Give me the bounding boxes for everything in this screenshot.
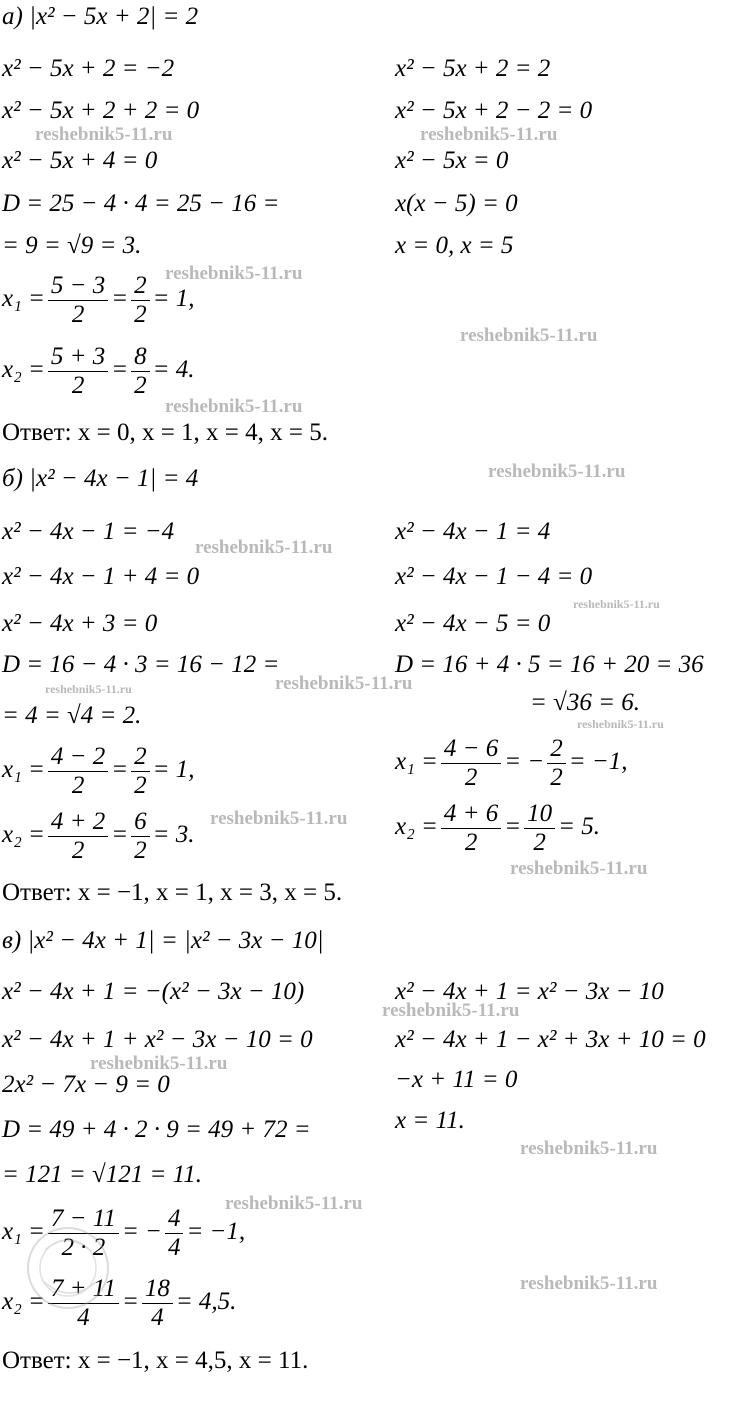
x1-label: x₁ = (395, 748, 438, 776)
part-a-left-line-1: x² − 5x + 2 = −2 (2, 55, 175, 82)
numerator: 4 − 6 (441, 735, 501, 764)
x1-label: x₁ = (2, 285, 45, 313)
numerator: 7 − 11 (48, 1205, 119, 1234)
part-b-x2 (2, 808, 195, 865)
numerator: 2 (131, 272, 150, 301)
equals: = (121, 1288, 139, 1316)
equals: = (111, 821, 129, 849)
part-b-x1 (2, 743, 195, 800)
part-a-answer: Ответ: x = 0, x = 1, x = 4, x = 5. (2, 419, 329, 446)
part-b-title: б) |x² − 4x − 1| = 4 (2, 465, 199, 492)
denominator: 2 (134, 301, 147, 328)
numerator: 4 (165, 1205, 184, 1234)
part-b-right-line-2: x² − 4x − 1 − 4 = 0 (395, 563, 593, 590)
denominator: 2 (464, 829, 478, 856)
stamp-mark (20, 1210, 120, 1320)
fraction (131, 272, 150, 329)
watermark: reshebnik5-11.ru (35, 124, 173, 145)
result: = 1, (152, 756, 195, 784)
part-b-answer: Ответ: x = −1, x = 1, x = 3, x = 5. (2, 879, 343, 906)
part-b-right-line-3: x² − 4x − 5 = 0 (395, 610, 551, 637)
denominator: 2 (71, 772, 85, 799)
numerator: 2 (131, 743, 150, 772)
watermark: reshebnik5-11.ru (520, 1138, 658, 1159)
numerator: 5 + 3 (48, 343, 108, 372)
denominator: 4 (77, 1304, 90, 1331)
part-a-right-line-5: x = 0, x = 5 (395, 232, 514, 259)
part-a-left-line-3: x² − 5x + 4 = 0 (2, 147, 158, 174)
part-c-right-line-3: −x + 11 = 0 (395, 1066, 518, 1093)
part-b-right-x2 (395, 800, 600, 857)
watermark: reshebnik5-11.ru (420, 124, 558, 145)
part-a-right-line-2: x² − 5x + 2 − 2 = 0 (395, 97, 593, 124)
watermark: reshebnik5-11.ru (510, 858, 648, 879)
part-b-discriminant-root: = 4 = √4 = 2. (2, 702, 142, 729)
numerator: 10 (524, 800, 555, 829)
equals: = − (121, 1218, 162, 1246)
x2-label: x₂ = (2, 1288, 45, 1316)
watermark: reshebnik5-11.ru (382, 1000, 520, 1021)
part-b-discriminant: D = 16 − 4 · 3 = 16 − 12 = (2, 651, 280, 678)
fraction (48, 743, 108, 800)
watermark: reshebnik5-11.ru (225, 1193, 363, 1214)
fraction (441, 735, 501, 792)
part-a-right-line-3: x² − 5x = 0 (395, 147, 509, 174)
x2-label: x₂ = (395, 813, 438, 841)
denominator: 2 (464, 764, 478, 791)
fraction (48, 343, 108, 400)
x1-label: x₁ = (2, 1218, 45, 1246)
part-c-title: в) |x² − 4x + 1| = |x² − 3x − 10| (2, 927, 324, 954)
watermark: reshebnik5-11.ru (165, 396, 303, 417)
fraction (547, 735, 566, 792)
watermark: reshebnik5-11.ru (520, 1273, 658, 1294)
equals: = − (504, 748, 545, 776)
denominator: 2 (71, 837, 85, 864)
watermark: reshebnik5-11.ru (210, 808, 348, 829)
part-c-answer: Ответ: x = −1, x = 4,5, x = 11. (2, 1347, 309, 1374)
numerator: 6 (131, 808, 150, 837)
fraction (48, 808, 108, 865)
part-b-left-line-2: x² − 4x − 1 + 4 = 0 (2, 563, 200, 590)
watermark: reshebnik5-11.ru (488, 461, 626, 482)
watermark: reshebnik5-11.ru (195, 537, 333, 558)
watermark: reshebnik5-11.ru (577, 717, 664, 731)
equals: = (111, 356, 129, 384)
part-b-left-line-1: x² − 4x − 1 = −4 (2, 518, 175, 545)
watermark: reshebnik5-11.ru (460, 325, 598, 346)
part-b-left-line-3: x² − 4x + 3 = 0 (2, 610, 158, 637)
denominator: 2 (71, 372, 85, 399)
denominator: 2 (550, 764, 563, 791)
part-a-left-line-2: x² − 5x + 2 + 2 = 0 (2, 97, 200, 124)
numerator: 18 (142, 1275, 173, 1304)
part-b-right-discriminant: D = 16 + 4 · 5 = 16 + 20 = 36 (395, 651, 704, 678)
numerator: 8 (131, 343, 150, 372)
numerator: 4 − 2 (48, 743, 108, 772)
part-a-discriminant-root: = 9 = √9 = 3. (2, 232, 142, 259)
part-c-discriminant-root: = 121 = √121 = 11. (2, 1161, 202, 1188)
fraction (142, 1275, 173, 1332)
denominator: 4 (151, 1304, 164, 1331)
numerator: 4 + 6 (441, 800, 501, 829)
result: = 3. (152, 821, 195, 849)
part-a-right-line-1: x² − 5x + 2 = 2 (395, 55, 551, 82)
part-a-discriminant: D = 25 − 4 · 4 = 25 − 16 = (2, 190, 280, 217)
result: = 4,5. (175, 1288, 237, 1316)
fraction (131, 808, 150, 865)
watermark: reshebnik5-11.ru (573, 597, 660, 611)
result: = −1, (568, 748, 628, 776)
numerator: 2 (547, 735, 566, 764)
denominator: 2 (71, 301, 85, 328)
fraction (131, 343, 150, 400)
part-b-right-discriminant-root: = √36 = 6. (530, 689, 640, 716)
equals: = (111, 756, 129, 784)
equals: = (111, 285, 129, 313)
numerator: 5 − 3 (48, 272, 108, 301)
part-c-right-line-4: x = 11. (395, 1107, 465, 1134)
fraction (131, 743, 150, 800)
denominator: 2 · 2 (61, 1234, 106, 1261)
watermark: reshebnik5-11.ru (45, 682, 132, 696)
denominator: 4 (167, 1234, 181, 1261)
part-c-right-line-1: x² − 4x + 1 = x² − 3x − 10 (395, 978, 664, 1005)
result: = 5. (558, 813, 601, 841)
fraction (165, 1205, 184, 1262)
denominator: 2 (134, 372, 147, 399)
part-c-left-line-1: x² − 4x + 1 = −(x² − 3x − 10) (2, 978, 305, 1005)
part-c-right-line-2: x² − 4x + 1 − x² + 3x + 10 = 0 (395, 1026, 706, 1053)
part-c-discriminant: D = 49 + 4 · 2 · 9 = 49 + 72 = (2, 1116, 311, 1143)
fraction (48, 272, 108, 329)
result: = 4. (152, 356, 195, 384)
equals: = (504, 813, 522, 841)
watermark: reshebnik5-11.ru (90, 1053, 228, 1074)
part-c-left-line-2: x² − 4x + 1 + x² − 3x − 10 = 0 (2, 1026, 313, 1053)
result: = 1, (152, 285, 195, 313)
part-a-title: а) |x² − 5x + 2| = 2 (2, 3, 199, 30)
result: = −1, (186, 1218, 246, 1246)
watermark: reshebnik5-11.ru (165, 263, 303, 284)
x2-label: x₂ = (2, 356, 45, 384)
part-a-right-line-4: x(x − 5) = 0 (395, 190, 518, 217)
watermark: reshebnik5-11.ru (275, 673, 413, 694)
denominator: 2 (134, 772, 147, 799)
numerator: 4 + 2 (48, 808, 108, 837)
denominator: 2 (134, 837, 147, 864)
x1-label: x₁ = (2, 756, 45, 784)
x2-label: x₂ = (2, 821, 45, 849)
denominator: 2 (533, 829, 546, 856)
numerator: 7 + 11 (48, 1275, 119, 1304)
part-a-x2 (2, 343, 195, 400)
fraction (524, 800, 555, 857)
part-b-right-x1 (395, 735, 628, 792)
part-b-right-line-1: x² − 4x − 1 = 4 (395, 518, 551, 545)
part-c-left-line-3: 2x² − 7x − 9 = 0 (2, 1071, 170, 1098)
fraction (441, 800, 501, 857)
